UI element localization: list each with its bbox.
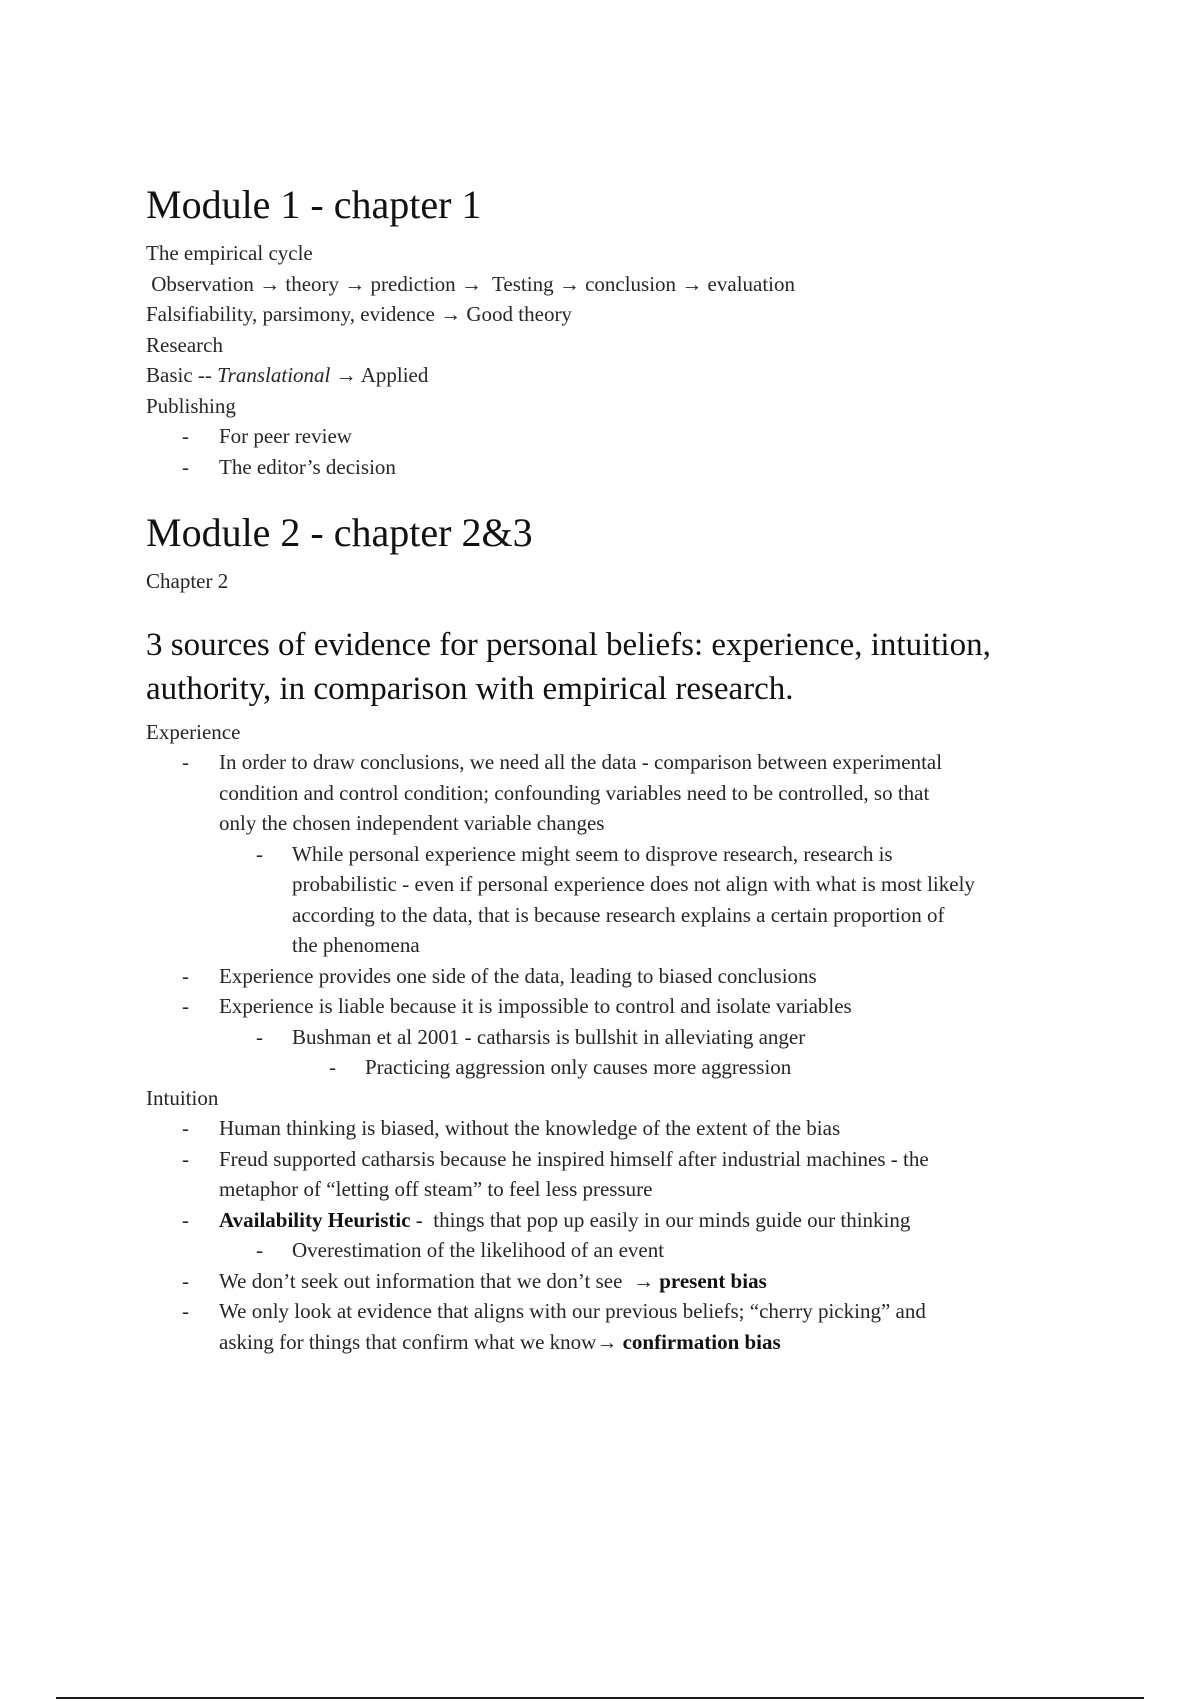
bullet-dash: - xyxy=(182,1207,189,1232)
list-item: - The editor’s decision xyxy=(146,452,1106,483)
empirical-cycle-steps: Observation → theory → prediction → Testing → conclusion → evaluation xyxy=(146,271,796,296)
bullet-dash: - xyxy=(182,994,189,1018)
bullet-dash: - xyxy=(182,424,189,448)
research-types-line xyxy=(146,360,1106,391)
list-item-continuation: the phenomena xyxy=(292,933,420,957)
basic-prefix: Basic -- xyxy=(146,363,218,387)
list-item: - Experience is liable because it is impossible to control and isolate variables xyxy=(146,991,1106,1022)
bullet-dash: - xyxy=(182,1268,189,1293)
experience-label: Experience xyxy=(146,719,241,744)
publishing-label: Publishing xyxy=(146,393,236,418)
section-heading-line1: 3 sources of evidence for personal beliefs: experience, intuition, xyxy=(146,626,991,663)
list-item: - Human thinking is biased, without the knowledge of the extent of the bias xyxy=(146,1113,1106,1144)
list-item: - Freud supported catharsis because he inspired himself after industrial machines - the xyxy=(146,1144,1106,1175)
bullet-dash: - xyxy=(256,1238,263,1262)
section-heading-line2: authority, in comparison with empirical research. xyxy=(146,670,794,707)
bullet-dash: - xyxy=(182,1146,189,1171)
list-item: - Availability Heuristic - things that pop up easily in our minds guide our thinking xyxy=(146,1205,1106,1236)
list-item-continuation: metaphor of “letting off steam” to feel less pressure xyxy=(219,1177,653,1201)
bullet-dash: - xyxy=(182,454,189,479)
list-item-continuation: probabilistic - even if personal experience does not align with what is most likely xyxy=(292,872,975,896)
list-item: - For peer review xyxy=(146,421,1106,452)
confirmation-bias-term: confirmation bias xyxy=(622,1329,781,1354)
bullet-dash: - xyxy=(256,1024,263,1049)
document-page xyxy=(146,180,1106,1357)
list-item: - Practicing aggression only causes more aggression xyxy=(146,1052,1106,1083)
list-item: - Experience provides one side of the data, leading to biased conclusions xyxy=(146,961,1106,992)
list-item-continuation: condition and control condition; confounding variables need to be controlled, so that xyxy=(219,780,930,805)
present-bias-term: present bias xyxy=(659,1268,767,1293)
bullet-dash: - xyxy=(182,1116,189,1140)
list-item: - In order to draw conclusions, we need all the data - comparison between experimental xyxy=(146,747,1106,778)
bullet-dash: - xyxy=(182,963,189,988)
list-item: - Bushman et al 2001 - catharsis is bullshit in alleviating anger xyxy=(146,1022,1106,1053)
applied-suffix: → Applied xyxy=(330,363,429,387)
list-item-continuation: according to the data, that is because research explains a certain proportion of xyxy=(292,902,945,927)
translational-text: Translational xyxy=(217,363,331,387)
bullet-dash: - xyxy=(329,1055,336,1079)
list-item-continuation: asking for things that confirm what we know→ confirmation bias xyxy=(219,1329,781,1354)
module2-title: Module 2 - chapter 2&3 xyxy=(146,510,533,555)
bullet-dash: - xyxy=(182,750,189,774)
list-item: - While personal experience might seem to disprove research, research is xyxy=(146,839,1106,870)
good-theory-line: Falsifiability, parsimony, evidence → Good theory xyxy=(146,302,572,326)
intuition-label: Intuition xyxy=(146,1085,219,1110)
list-item-continuation: only the chosen independent variable changes xyxy=(219,811,605,835)
list-item: - Overestimation of the likelihood of an event xyxy=(146,1235,1106,1266)
research-label: Research xyxy=(146,332,223,357)
page-bottom-rule xyxy=(56,1697,1144,1699)
list-item: - We don’t seek out information that we don’t see → present bias xyxy=(146,1266,1106,1297)
module1-title: Module 1 - chapter 1 xyxy=(146,182,482,227)
bullet-dash: - xyxy=(182,1299,189,1323)
empirical-cycle-label: The empirical cycle xyxy=(146,241,313,265)
list-item: - We only look at evidence that aligns with our previous beliefs; “cherry picking” and xyxy=(146,1296,1106,1327)
availability-heuristic-term: Availability Heuristic xyxy=(219,1207,411,1232)
bullet-dash: - xyxy=(256,841,263,866)
chapter-label: Chapter 2 xyxy=(146,569,229,593)
